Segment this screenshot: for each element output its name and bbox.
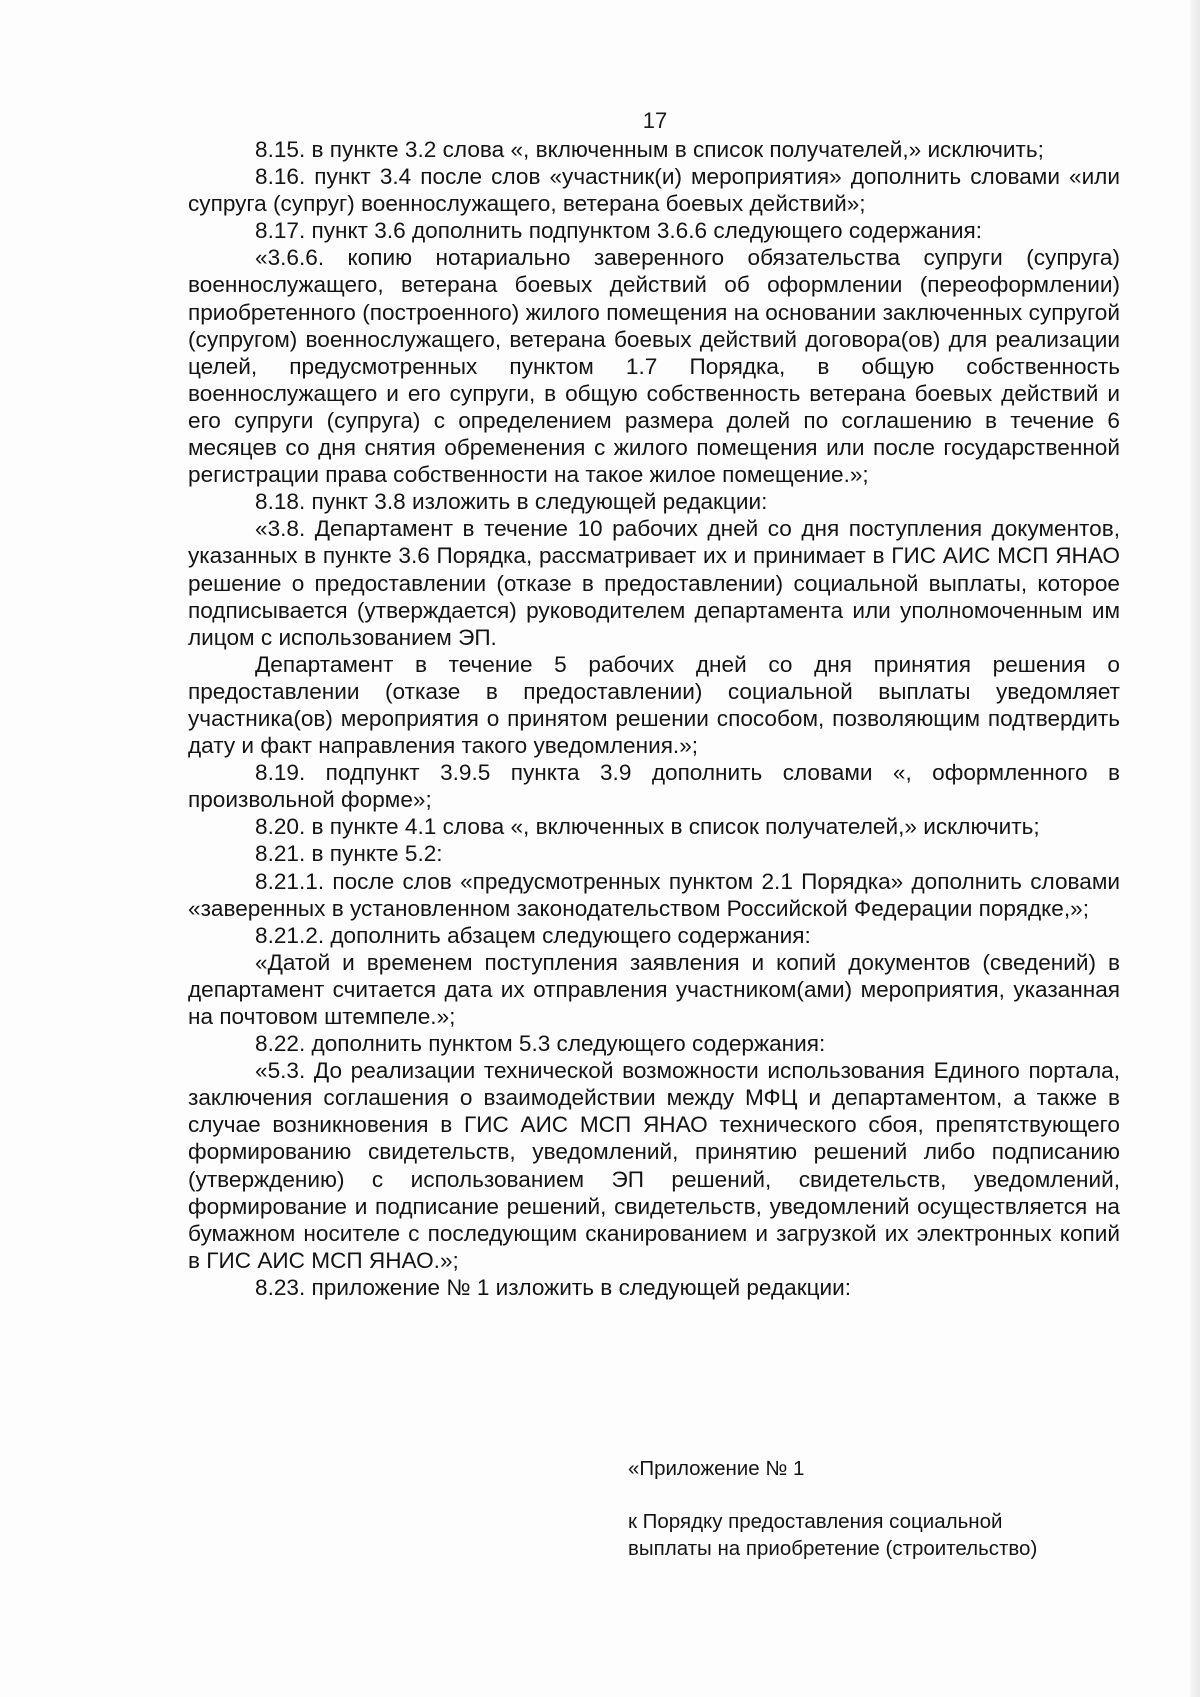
paragraph-8-22: 8.22. дополнить пунктом 5.3 следующего содержания: [255,1031,826,1057]
paragraph-8-21: 8.21. в пункте 5.2: [255,841,443,867]
appendix-subtitle-line-1: к Порядку предоставления социальной [628,1510,1003,1533]
paragraph-3-8-quote: «3.8. Департамент в течение 10 рабочих дней со дня поступления документов, указанных в пункте 3.6 Порядка, рассматривает их и принимает в ГИС АИС МСП ЯНАО решение о предоставлении (отказе в предоставлении) социальной выплаты, которое подписывается (утверждается) руководителем департамента или уполномоченным им лицом с использованием ЭП. [188,516,1120,650]
paragraph-8-23: 8.23. приложение № 1 изложить в следующей редакции: [255,1274,852,1300]
appendix-title: «Приложение № 1 [628,1457,805,1480]
paragraph-8-21-1: 8.21.1. после слов «предусмотренных пунктом 2.1 Порядка» дополнить словами «заверенных в установленном законодательством Российской Федерации порядке,»; [188,868,1120,921]
paragraph-date-time-quote: «Датой и временем поступления заявления и копий документов (сведений) в департамент считается дата их отправления участником(ами) мероприятия, указанная на почтовом штемпеле.»; [188,949,1120,1029]
paragraph-8-21-2: 8.21.2. дополнить абзацем следующего содержания: [255,922,811,948]
paragraph-3-6-6-quote: «3.6.6. копию нотариально заверенного обязательства супруги (супруга) военнослужащего, ветерана боевых действий об оформлении (переоформлении) приобретенного (построенного) жилого помещения на основании заключенных супругой (супругом) военнослужащего, ветерана боевых действий договора(ов) для реализации целей, предусмотренных пунктом 1.7 Порядка, в общую собственность военнослужащего и его супруги, в общую собственность ветерана боевых действий и его супруги (супруга) с определением размера долей по соглашению в течение 6 месяцев со дня снятия обременения с жилого помещения или после государственной регистрации права собственности на такое жилое помещение.»; [188,245,1120,488]
paragraph-8-18: 8.18. пункт 3.8 изложить в следующей редакции: [255,489,768,515]
paragraph-5-3-quote: «5.3. До реализации технической возможности использования Единого портала, заключения соглашения о взаимодействии между МФЦ и департаментом, а также в случае возникновения в ГИС АИС МСП ЯНАО технического сбоя, препятствующего формированию свидетельств, уведомлений, принятию решений либо подписанию (утверждению) с использованием ЭП решений, свидетельств, уведомлений, формирование и подписание решений, свидетельств, уведомлений осуществляется на бумажном носителе с последующим сканированием и загрузкой их электронных копий в ГИС АИС МСП ЯНАО.»; [188,1058,1120,1273]
paragraph-8-16: 8.16. пункт 3.4 после слов «участник(и) мероприятия» дополнить словами «или супруга (супруг) военнослужащего, ветерана боевых действий»; [188,164,1120,217]
appendix-header [628,1456,1108,1562]
paragraph-3-8-continuation: Департамент в течение 5 рабочих дней со дня принятия решения о предоставлении (отказе в предоставлении) социальной выплаты уведомляет участника(ов) мероприятия о принятом решении способом, позволяющим подтвердить дату и факт направления такого уведомления.»; [188,651,1120,759]
scan-edge [1190,0,1200,1697]
page-number: 17 [642,108,668,133]
appendix-subtitle-line-2: выплаты на приобретение (строительство) [628,1537,1038,1560]
paragraph-8-15: 8.15. в пункте 3.2 слова «, включенным в список получателей,» исключить; [255,137,1044,162]
paragraph-8-19: 8.19. подпункт 3.9.5 пункта 3.9 дополнить словами «, оформленного в произвольной форме»; [188,760,1120,813]
paragraph-8-17: 8.17. пункт 3.6 дополнить подпунктом 3.6.6 следующего содержания: [255,218,983,244]
appendix-subtitle [628,1508,1108,1562]
paragraph-8-20: 8.20. в пункте 4.1 слова «, включенных в список получателей,» исключить; [255,814,1040,840]
document-body [188,136,1120,1301]
